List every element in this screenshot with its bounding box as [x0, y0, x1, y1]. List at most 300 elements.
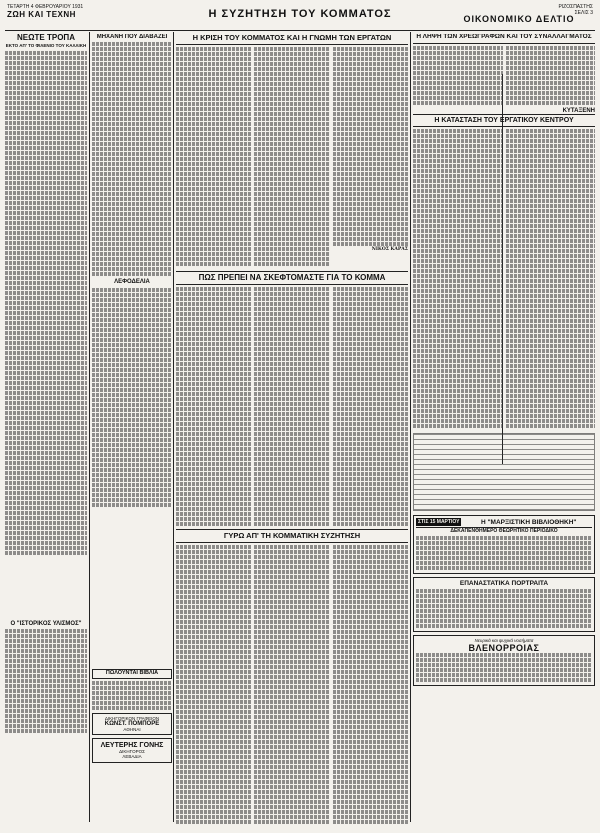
- text-block: [176, 740, 251, 744]
- text-block: [506, 139, 596, 143]
- right-subbanner: ΚΥΤΑΞΕΝΗ: [413, 108, 595, 115]
- text-block: [92, 338, 172, 342]
- text-block: [5, 306, 87, 310]
- text-block: [333, 242, 408, 246]
- text-block: [254, 337, 329, 341]
- text-block: [92, 142, 172, 146]
- text-block: [5, 71, 87, 75]
- text-block: [506, 234, 596, 238]
- text-block: [92, 483, 172, 487]
- text-block: [413, 159, 503, 163]
- text-block: [176, 192, 251, 196]
- text-block: [254, 377, 329, 381]
- text-block: [176, 650, 251, 654]
- text-block: [5, 116, 87, 120]
- text-block: [333, 710, 408, 714]
- text-block: [5, 719, 87, 723]
- books-for-sale-box: [92, 669, 172, 679]
- text-block: [254, 302, 329, 306]
- text-block: [254, 167, 329, 171]
- text-block: [333, 132, 408, 136]
- portraits-ad: [413, 577, 595, 632]
- text-block: [413, 204, 503, 208]
- text-block: [92, 488, 172, 492]
- text-block: [333, 795, 408, 799]
- text-column: [254, 287, 329, 527]
- text-block: [176, 745, 251, 749]
- text-block: [176, 492, 251, 496]
- text-block: [506, 144, 596, 148]
- text-block: [5, 271, 87, 275]
- text-block: [5, 96, 87, 100]
- text-block: [92, 57, 172, 61]
- text-block: [254, 437, 329, 441]
- text-block: [254, 47, 329, 51]
- text-block: [254, 650, 329, 654]
- text-block: [333, 442, 408, 446]
- text-block: [176, 467, 251, 471]
- text-block: [92, 681, 172, 685]
- text-block: [92, 348, 172, 352]
- text-block: [254, 555, 329, 559]
- text-block: [176, 640, 251, 644]
- text-block: [176, 307, 251, 311]
- text-block: [333, 367, 408, 371]
- text-block: [333, 352, 408, 356]
- text-block: [5, 211, 87, 215]
- text-block: [506, 46, 596, 50]
- text-block: [333, 610, 408, 614]
- text-block: [506, 219, 596, 223]
- text-block: [176, 690, 251, 694]
- text-block: [413, 234, 503, 238]
- text-block: [254, 745, 329, 749]
- text-block: [333, 77, 408, 81]
- text-block: [506, 274, 596, 278]
- text-block: [5, 461, 87, 465]
- text-block: [333, 357, 408, 361]
- text-block: [416, 678, 592, 682]
- masthead-paper-name: ΡΙΖΟΣΠΑΣΤΗΣ: [558, 4, 593, 10]
- text-block: [254, 382, 329, 386]
- text-block: [176, 162, 251, 166]
- column-rule: [89, 32, 90, 822]
- text-block: [5, 699, 87, 703]
- text-block: [254, 142, 329, 146]
- text-block: [254, 367, 329, 371]
- text-block: [333, 820, 408, 824]
- text-block: [333, 645, 408, 649]
- text-block: [333, 372, 408, 376]
- text-block: [506, 154, 596, 158]
- text-block: [92, 328, 172, 332]
- text-block: [506, 294, 596, 298]
- text-block: [413, 214, 503, 218]
- ad1-title: ΔΙΚΗΓΟΡΙΚΟΝ ΓΡΑΦΕΙΟΝ: [104, 715, 160, 721]
- text-block: [5, 649, 87, 653]
- text-column: [176, 545, 251, 824]
- text-block: [5, 366, 87, 370]
- text-block: [176, 112, 251, 116]
- text-block: [413, 309, 503, 313]
- text-block: [176, 565, 251, 569]
- text-block: [413, 91, 503, 95]
- text-block: [506, 314, 596, 318]
- text-block: [92, 303, 172, 307]
- text-block: [254, 635, 329, 639]
- text-block: [176, 262, 251, 266]
- text-block: [254, 157, 329, 161]
- text-block: [333, 177, 408, 181]
- text-block: [176, 760, 251, 764]
- text-block: [92, 147, 172, 151]
- text-block: [176, 327, 251, 331]
- text-block: [254, 307, 329, 311]
- text-block: [176, 377, 251, 381]
- text-block: [254, 87, 329, 91]
- text-block: [176, 522, 251, 526]
- text-block: [413, 414, 503, 418]
- text-block: [333, 127, 408, 131]
- text-block: [254, 327, 329, 331]
- text-block: [176, 117, 251, 121]
- text-block: [92, 398, 172, 402]
- text-block: [254, 362, 329, 366]
- text-block: [254, 57, 329, 61]
- text-block: [254, 62, 329, 66]
- text-block: [254, 372, 329, 376]
- text-block: [5, 181, 87, 185]
- masthead-left: [7, 4, 83, 19]
- text-block: [254, 615, 329, 619]
- text-block: [413, 154, 503, 158]
- text-block: [176, 77, 251, 81]
- text-block: [254, 347, 329, 351]
- text-block: [92, 47, 172, 51]
- text-block: [92, 378, 172, 382]
- text-block: [254, 565, 329, 569]
- text-block: [413, 139, 503, 143]
- text-block: [506, 389, 596, 393]
- column-2-lower: [92, 669, 172, 824]
- text-block: [333, 217, 408, 221]
- text-block: [333, 347, 408, 351]
- text-block: [5, 669, 87, 673]
- text-column: [333, 287, 408, 527]
- text-block: [254, 595, 329, 599]
- text-block: [5, 161, 87, 165]
- text-block: [5, 276, 87, 280]
- text-block: [333, 337, 408, 341]
- text-block: [333, 162, 408, 166]
- text-block: [254, 705, 329, 709]
- text-block: [176, 72, 251, 76]
- text-block: [333, 605, 408, 609]
- text-block: [5, 466, 87, 470]
- text-block: [254, 715, 329, 719]
- text-block: [333, 202, 408, 206]
- text-block: [92, 227, 172, 231]
- text-block: [176, 52, 251, 56]
- text-block: [254, 67, 329, 71]
- text-block: [506, 214, 596, 218]
- text-block: [92, 252, 172, 256]
- text-block: [413, 349, 503, 353]
- text-block: [5, 166, 87, 170]
- text-block: [413, 169, 503, 173]
- text-block: [176, 605, 251, 609]
- text-block: [254, 222, 329, 226]
- text-block: [413, 239, 503, 243]
- text-block: [254, 700, 329, 704]
- text-block: [176, 347, 251, 351]
- text-block: [176, 600, 251, 604]
- ad-portraits-title: ΕΠΑΝΑΣΤΑΤΙΚΑ ΠΟΡΤΡΑΙΤΑ: [459, 580, 549, 588]
- text-block: [176, 157, 251, 161]
- text-block: [254, 202, 329, 206]
- text-block: [92, 267, 172, 271]
- text-block: [176, 610, 251, 614]
- text-block: [176, 207, 251, 211]
- text-block: [506, 284, 596, 288]
- text-block: [176, 422, 251, 426]
- text-block: [5, 486, 87, 490]
- text-block: [176, 785, 251, 789]
- text-block: [176, 252, 251, 256]
- text-block: [333, 685, 408, 689]
- text-block: [254, 492, 329, 496]
- text-block: [333, 172, 408, 176]
- text-block: [254, 670, 329, 674]
- text-block: [176, 810, 251, 814]
- text-block: [5, 531, 87, 535]
- text-block: [5, 694, 87, 698]
- text-block: [176, 182, 251, 186]
- text-block: [176, 177, 251, 181]
- text-block: [5, 201, 87, 205]
- text-block: [506, 334, 596, 338]
- text-block: [413, 369, 503, 373]
- text-block: [333, 147, 408, 151]
- text-block: [5, 66, 87, 70]
- text-block: [506, 399, 596, 403]
- text-block: [5, 376, 87, 380]
- text-block: [176, 790, 251, 794]
- text-block: [333, 805, 408, 809]
- text-block: [254, 182, 329, 186]
- text-block: [176, 705, 251, 709]
- text-block: [92, 127, 172, 131]
- text-block: [92, 262, 172, 266]
- text-block: [176, 97, 251, 101]
- ad2-role: ΔΙΚΗΓΟΡΟΣ: [119, 748, 145, 754]
- text-block: [176, 555, 251, 559]
- text-block: [5, 326, 87, 330]
- text-block: [5, 496, 87, 500]
- text-block: [416, 556, 592, 560]
- text-block: [333, 227, 408, 231]
- text-block: [506, 76, 596, 80]
- text-block: [333, 785, 408, 789]
- text-block: [254, 232, 329, 236]
- text-block: [92, 343, 172, 347]
- text-block: [506, 344, 596, 348]
- text-block: [176, 502, 251, 506]
- text-block: [254, 735, 329, 739]
- text-block: [333, 62, 408, 66]
- text-block: [5, 441, 87, 445]
- text-block: [92, 413, 172, 417]
- text-block: [176, 302, 251, 306]
- text-block: [176, 152, 251, 156]
- text-block: [5, 346, 87, 350]
- text-block: [176, 242, 251, 246]
- text-block: [413, 229, 503, 233]
- text-block: [5, 146, 87, 150]
- text-block: [254, 600, 329, 604]
- text-block: [333, 452, 408, 456]
- text-block: [92, 122, 172, 126]
- text-block: [333, 705, 408, 709]
- text-block: [92, 202, 172, 206]
- text-block: [413, 304, 503, 308]
- text-block: [92, 288, 172, 292]
- text-block: [5, 186, 87, 190]
- text-block: [176, 167, 251, 171]
- text-block: [416, 536, 592, 540]
- text-block: [333, 560, 408, 564]
- text-block: [333, 472, 408, 476]
- text-block: [5, 704, 87, 708]
- text-block: [416, 546, 592, 550]
- text-block: [254, 780, 329, 784]
- text-block: [176, 512, 251, 516]
- text-block: [333, 187, 408, 191]
- text-block: [333, 810, 408, 814]
- ad-medical-top: Νευρικά και ψυχικά νοσήματα: [474, 638, 534, 644]
- text-block: [176, 127, 251, 131]
- text-block: [176, 297, 251, 301]
- text-block: [92, 363, 172, 367]
- text-block: [5, 551, 87, 555]
- text-block: [5, 371, 87, 375]
- article-signature: ΝΙΚΟΣ ΚΑΡΑΣ: [371, 246, 408, 252]
- text-block: [333, 142, 408, 146]
- text-block: [254, 127, 329, 131]
- text-block: [333, 327, 408, 331]
- text-block: [176, 507, 251, 511]
- text-block: [506, 269, 596, 273]
- text-block: [413, 359, 503, 363]
- text-block: [5, 111, 87, 115]
- text-block: [254, 102, 329, 106]
- text-block: [5, 446, 87, 450]
- text-block: [413, 284, 503, 288]
- text-block: [333, 47, 408, 51]
- text-block: [506, 61, 596, 65]
- text-block: [333, 555, 408, 559]
- text-block: [333, 770, 408, 774]
- text-block: [416, 668, 592, 672]
- text-block: [92, 152, 172, 156]
- text-block: [506, 101, 596, 105]
- text-block: [92, 192, 172, 196]
- text-block: [254, 497, 329, 501]
- text-block: [92, 293, 172, 297]
- text-block: [5, 431, 87, 435]
- text-block: [506, 209, 596, 213]
- text-block: [254, 292, 329, 296]
- text-block: [92, 187, 172, 191]
- text-block: [333, 660, 408, 664]
- text-block: [92, 468, 172, 472]
- text-block: [254, 387, 329, 391]
- text-block: [254, 72, 329, 76]
- text-block: [176, 337, 251, 341]
- text-block: [333, 680, 408, 684]
- ad-block: [413, 433, 595, 511]
- text-block: [5, 296, 87, 300]
- column-1-lower: [5, 619, 87, 824]
- text-block: [254, 585, 329, 589]
- text-block: [333, 690, 408, 694]
- text-block: [413, 174, 503, 178]
- text-block: [333, 545, 408, 549]
- text-block: [413, 134, 503, 138]
- text-block: [5, 476, 87, 480]
- text-block: [506, 324, 596, 328]
- text-block: [254, 132, 329, 136]
- text-block: [333, 322, 408, 326]
- right-column: [413, 34, 595, 824]
- text-block: [506, 96, 596, 100]
- text-block: [254, 795, 329, 799]
- text-block: [5, 156, 87, 160]
- text-block: [333, 650, 408, 654]
- center-top-columns: [176, 47, 408, 269]
- text-block: [413, 46, 503, 50]
- text-block: [176, 775, 251, 779]
- text-block: [92, 237, 172, 241]
- text-block: [5, 246, 87, 250]
- text-block: [176, 367, 251, 371]
- text-block: [5, 261, 87, 265]
- text-block: [333, 580, 408, 584]
- text-block: [176, 710, 251, 714]
- text-block: [176, 442, 251, 446]
- text-block: [92, 62, 172, 66]
- text-block: [5, 541, 87, 545]
- text-block: [333, 342, 408, 346]
- text-block: [176, 137, 251, 141]
- text-block: [176, 670, 251, 674]
- text-block: [176, 412, 251, 416]
- marxist-library-ad: [413, 515, 595, 574]
- text-block: [92, 383, 172, 387]
- text-block: [333, 730, 408, 734]
- text-block: [5, 659, 87, 663]
- text-block: [92, 52, 172, 56]
- text-block: [176, 352, 251, 356]
- text-block: [506, 159, 596, 163]
- text-block: [254, 472, 329, 476]
- text-block: [176, 715, 251, 719]
- text-block: [254, 197, 329, 201]
- text-block: [176, 517, 251, 521]
- text-block: [176, 780, 251, 784]
- text-block: [254, 417, 329, 421]
- text-block: [5, 501, 87, 505]
